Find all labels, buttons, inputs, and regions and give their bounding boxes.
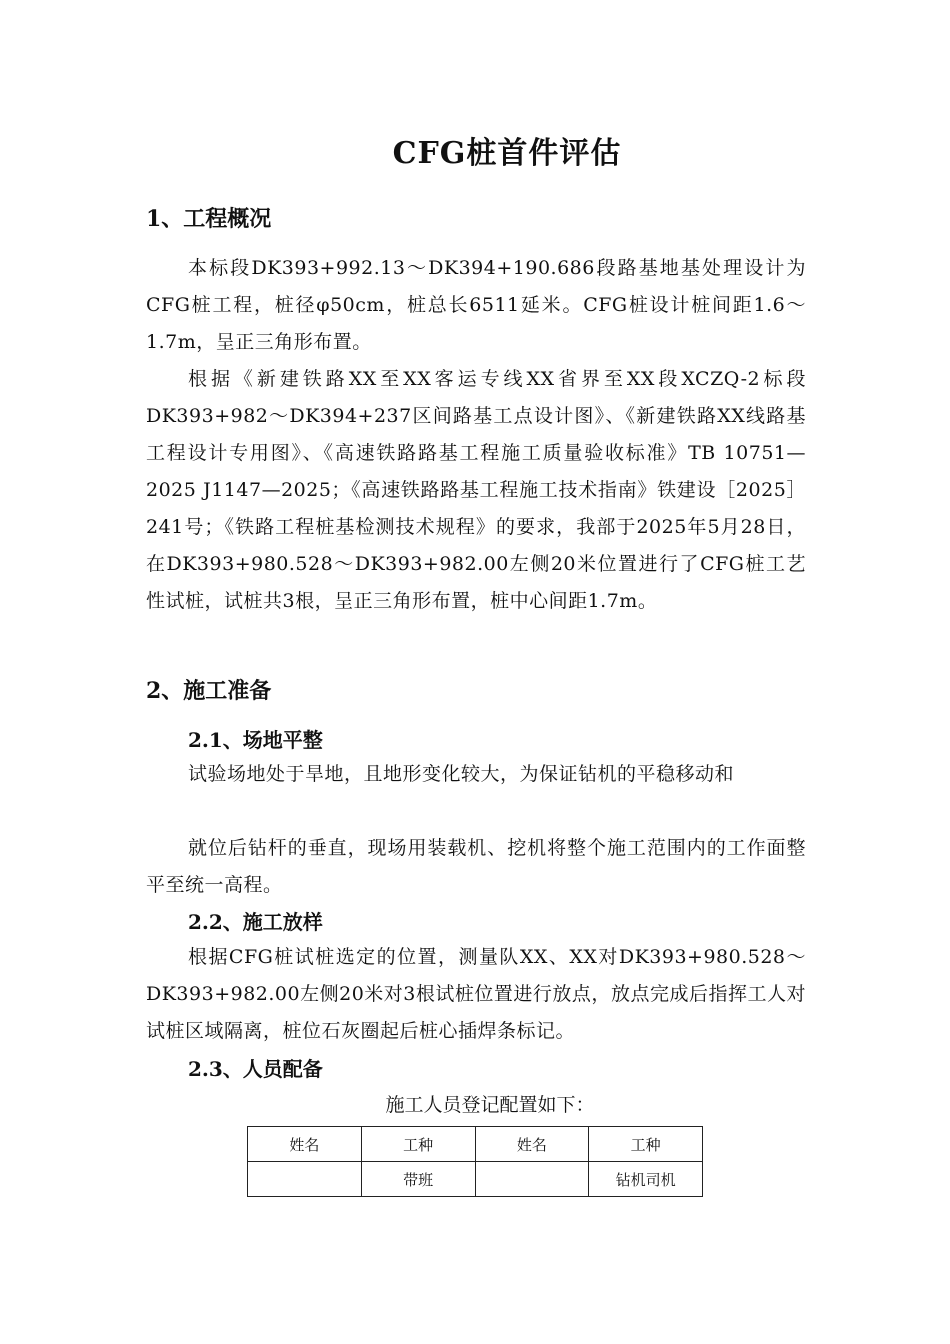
table-cell: 带班 [361,1162,475,1197]
header-cell-name: 姓名 [475,1127,589,1162]
paragraph-overview-2: 根据《新建铁路XX至XX客运专线XX省界至XX段XCZQ-2标段DK393+982～DK394+237区间路基工点设计图》、《新建铁路XX线路基工程设计专用图》、《高速铁路路基工程施工质量验收标准》TB 10751—2025 J1147—2025；《高速铁路路基工程施工技术指南》铁建设［2025］241号；《铁路工程桩基检测技术规程》的要求，我部于2025年5月28日，在DK393+980.528～DK393+982.00左侧20米位置进行了CFG桩工艺性试桩，试桩共3根，呈正三角形布置，桩中心间距1.7m。 [146,368,806,612]
table-cell [475,1162,589,1197]
header-cell-trade: 工种 [361,1127,475,1162]
paragraph-layout: 根据CFG桩试桩选定的位置，测量队XX、XX对DK393+980.528～DK393+982.00左侧20米对3根试桩位置进行放点，放点完成后指挥工人对试桩区域隔离，桩位石灰圈起后桩心插焊条标记。 [146,946,806,1042]
section-heading-overview: 1、工程概况 [146,206,272,232]
subsection-heading-staffing: 2.3、人员配备 [188,1057,323,1081]
table-header-row [248,1127,703,1162]
table-caption: 施工人员登记配置如下： [385,1094,595,1116]
subsection-heading-site-leveling: 2.1、场地平整 [188,728,323,752]
staff-table [247,1126,703,1197]
subsection-heading-layout: 2.2、施工放样 [188,910,323,934]
table-cell: 钻机司机 [589,1162,703,1197]
header-cell-name: 姓名 [248,1127,362,1162]
page-title: CFG桩首件评估 [392,136,622,171]
paragraph-overview-1: 本标段DK393+992.13～DK394+190.686段路基地基处理设计为CFG桩工程，桩径φ50cm，桩总长6511延米。CFG桩设计桩间距1.6～1.7m，呈正三角形布置。 [146,257,806,353]
paragraph-site-leveling-2: 就位后钻杆的垂直，现场用装载机、挖机将整个施工范围内的工作面整平至统一高程。 [146,837,806,896]
table-row [248,1162,703,1197]
section-heading-preparation: 2、施工准备 [146,678,272,704]
paragraph-site-leveling-1: 试验场地处于旱地，且地形变化较大，为保证钻机的平稳移动和 [188,763,735,785]
header-cell-trade: 工种 [589,1127,703,1162]
table-cell [248,1162,362,1197]
